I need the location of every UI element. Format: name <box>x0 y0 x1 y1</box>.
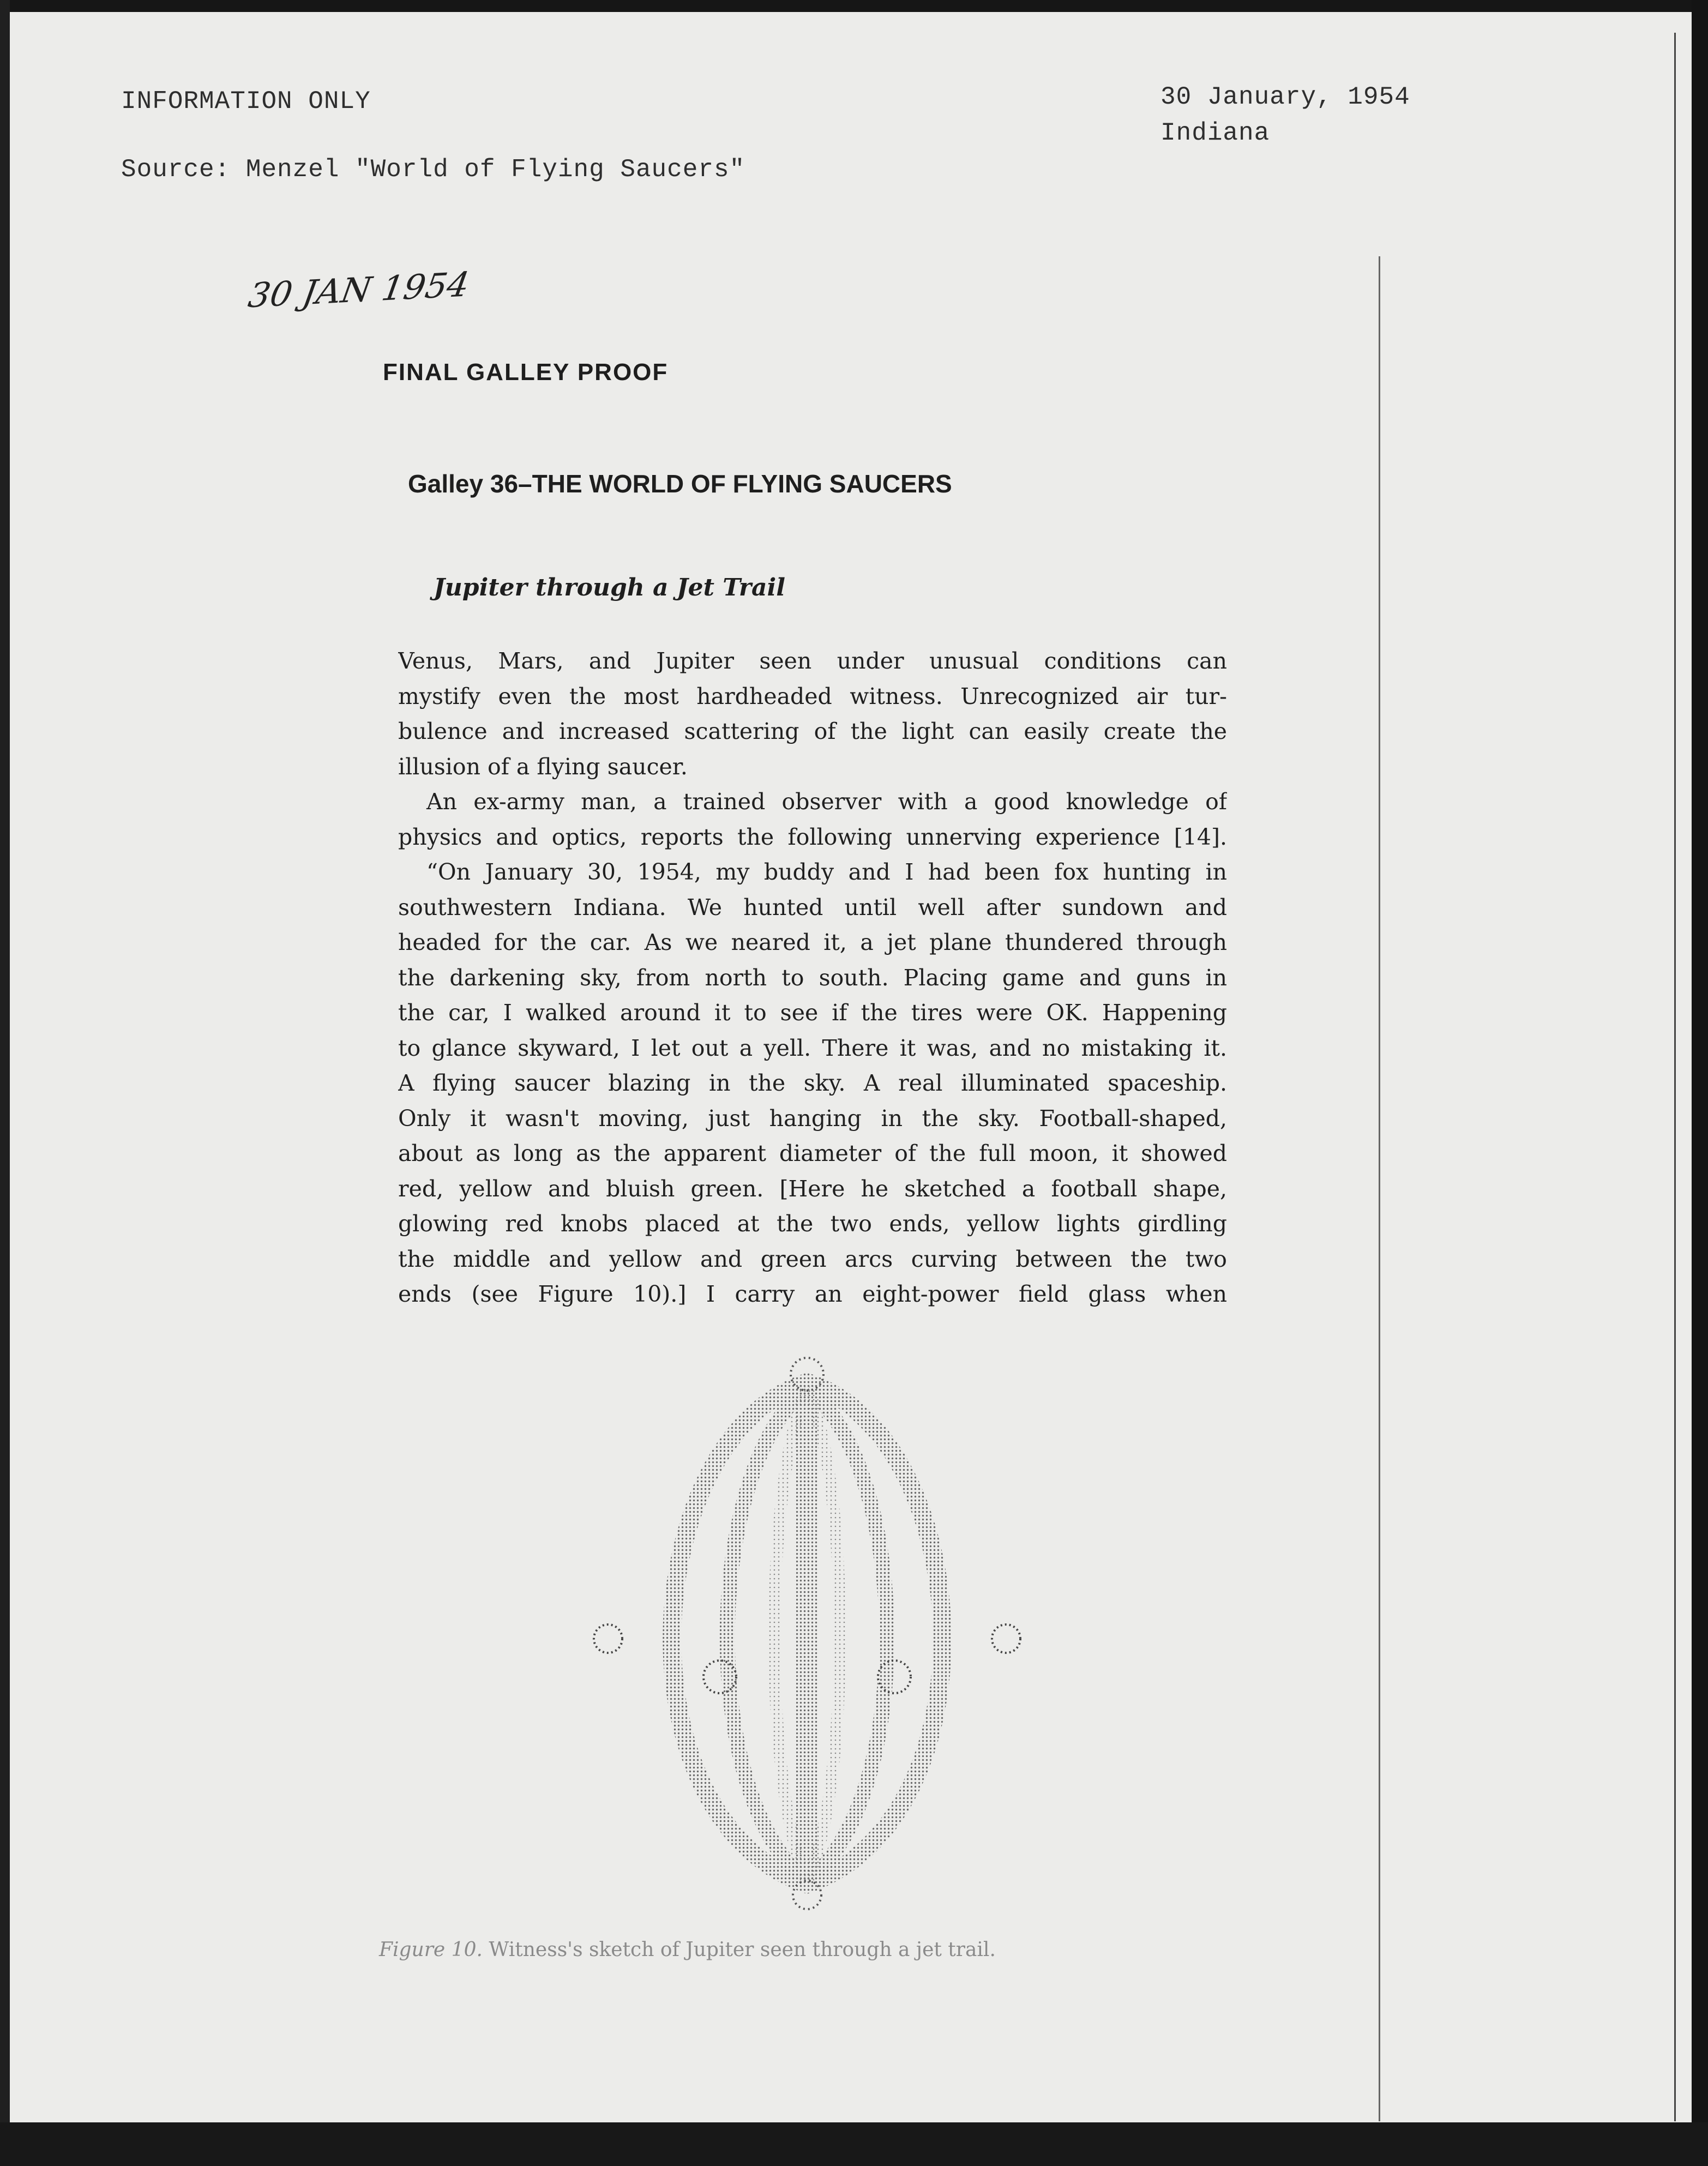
arc-bands <box>727 1388 887 1881</box>
scan-border-bottom <box>0 2122 1708 2166</box>
body-text-line: “On January 30, 1954, my buddy and I had been fox hunting in <box>426 859 1227 885</box>
body-text-line: the middle and yellow and green arcs curving between the two <box>398 1246 1227 1272</box>
body-text-line: ends (see Figure 10).] I carry an eight-power field glass when <box>398 1281 1227 1307</box>
body-text-line: A flying saucer blazing in the sky. A real illuminated spaceship. <box>398 1070 1227 1096</box>
body-text-line: headed for the car. As we neared it, a jet plane thundered through <box>398 929 1227 955</box>
body-text-line: illusion of a flying saucer. <box>398 753 688 780</box>
section-title: Jupiter through a Jet Trail <box>434 574 785 601</box>
body-text-line: bulence and increased scattering of the light can easily create the <box>398 718 1227 744</box>
classification-label: INFORMATION ONLY <box>121 87 371 116</box>
body-text-line: about as long as the apparent diameter of the full moon, it showed <box>398 1140 1227 1166</box>
scan-border-right <box>1692 0 1708 2166</box>
body-text-line: glowing red knobs placed at the two ends, yellow lights girdling <box>398 1211 1227 1237</box>
body-text-line: southwestern Indiana. We hunted until well after sundown and <box>398 894 1227 920</box>
final-galley-proof-label: FINAL GALLEY PROOF <box>383 359 669 386</box>
jupiter-sketch-figure <box>589 1350 1025 1917</box>
galley-title: Galley 36–THE WORLD OF FLYING SAUCERS <box>408 470 952 498</box>
page-edge-line <box>1674 33 1676 2121</box>
body-text-line: to glance skyward, I let out a yell. There it was, and no mistaking it. <box>398 1034 1227 1061</box>
figure-caption <box>379 1939 996 1961</box>
figure-caption-label: Figure 10. <box>379 1939 483 1961</box>
source-line: Source: Menzel "World of Flying Saucers" <box>121 155 745 184</box>
body-text-line: physics and optics, reports the following unnerving experience [14]. <box>398 823 1227 850</box>
report-location: Indiana <box>1160 119 1270 147</box>
scan-border-top <box>0 0 1708 12</box>
body-text-line: Venus, Mars, and Jupiter seen under unusual conditions can <box>398 648 1227 674</box>
scan-border-left <box>0 0 10 2166</box>
body-text-line: Only it wasn't moving, just hanging in the sky. Football-shaped, <box>398 1105 1227 1132</box>
figure-caption-text: Witness's sketch of Jupiter seen through a jet trail. <box>489 1939 996 1961</box>
body-text-line: red, yellow and bluish green. [Here he sketched a football shape, <box>398 1175 1227 1202</box>
body-text-line: mystify even the most hardheaded witness. Unrecognized air tur- <box>398 683 1227 709</box>
body-text-line: the car, I walked around it to see if the tires were OK. Happening <box>398 1000 1227 1026</box>
page-fold-line <box>1379 256 1380 2121</box>
article-body <box>398 643 1227 1312</box>
body-text-line: the darkening sky, from north to south. Placing game and guns in <box>398 964 1227 991</box>
report-date: 30 January, 1954 <box>1160 83 1410 111</box>
handwritten-date-annotation: 30 JAN 1954 <box>245 264 472 316</box>
body-text-line: An ex-army man, a trained observer with a good knowledge of <box>426 789 1227 815</box>
